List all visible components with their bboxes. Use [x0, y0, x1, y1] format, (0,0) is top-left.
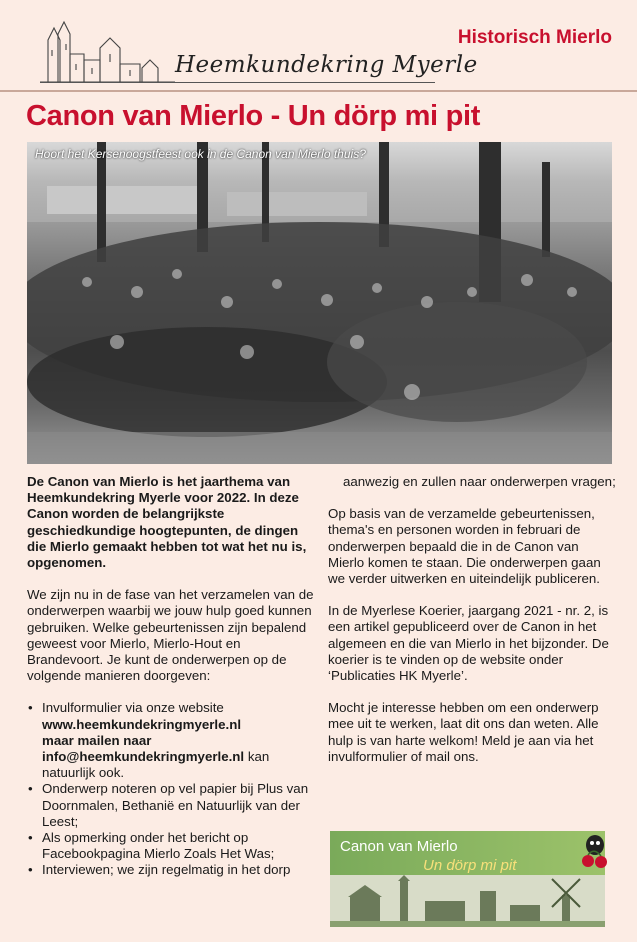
banner-subtitle: Un dörp mi pit [423, 857, 517, 874]
canon-banner [330, 831, 605, 927]
cherries-mascot-icon [578, 833, 612, 869]
right-column [328, 474, 618, 781]
list-item-text: kan natuurlijk ook. [42, 749, 270, 781]
body-paragraph: Mocht je interesse hebben om een onderwerp mee uit te werken, laat dit ons dan weten. Alle hulp is van harte welkom! Meld je aan via het invulformulier of mail ons. [328, 700, 599, 764]
website-link[interactable]: www.heemkundekringmyerle.nl [42, 716, 242, 732]
list-item: • Interviewen; we zijn regelmatig in het dorp [42, 862, 317, 878]
article-title: Canon van Mierlo - Un dörp mi pit [26, 100, 481, 132]
list-item [42, 700, 317, 781]
body-paragraph: In de Myerlese Koerier, jaargang 2021 - nr. 2, is een artikel gepubliceerd over de Canon in het algemeen en die van Mierlo in het bijzonder. De koerier is te vinden op de website onder ‘Publicaties HK Myerle’. [328, 603, 609, 684]
submission-methods-list [27, 700, 317, 878]
list-item: • Onderwerp noteren op vel papier bij Plus van Doornmalen, Bethanië en Natuurlijk van der Leest; [42, 781, 317, 830]
list-continuation: aanwezig en zullen naar onderwerpen vragen; [343, 474, 616, 489]
email-link[interactable]: info@heemkundekringmyerle.nl [42, 749, 245, 765]
body-paragraph: Op basis van de verzamelde gebeurtenissen, thema's en personen worden in februari de onderwerpen bepaald die in de Canon van Mierlo komen te staan. Die onderwerpen gaan we verder uitwerken en uiteindelijk publiceren. [328, 506, 601, 587]
crowd-scene-image [27, 142, 612, 464]
header-divider [0, 90, 637, 92]
village-skyline-icon [330, 875, 605, 927]
body-paragraph: We zijn nu in de fase van het verzamelen van de onderwerpen waarbij we jouw hulp goed kunnen gebruiken. Welke gebeurtenissen zijn bepalend geweest voor Mierlo, Mierlo-Hout en Brandevoort. Je kunt de onderwerpen op de volgende manieren doorgeven: [27, 587, 314, 684]
list-item: • Als opmerking onder het bericht op Facebookpagina Mierlo Zoals Het Was; [42, 830, 317, 862]
logo-text: Heemkundekring Myerle [175, 52, 478, 78]
list-item-text: maar mailen naar [42, 732, 152, 748]
list-item-text: Invulformulier via onze website [42, 700, 224, 716]
festival-photo [27, 142, 612, 464]
photo-caption: Hoort het Kersenoogstfeest ook in de Canon van Mierlo thuis? [35, 147, 366, 161]
brand-title: Historisch Mierlo [457, 27, 612, 48]
header [0, 0, 637, 92]
castle-logo-icon [40, 20, 175, 84]
banner-title: Canon van Mierlo [340, 838, 458, 855]
left-column [27, 474, 317, 879]
intro-paragraph: De Canon van Mierlo is het jaarthema van Heemkundekring Myerle voor 2022. In deze Canon worden de belangrijkste geschiedkundige hoogtepunten, de dingen die Mierlo gemaakt hebben tot wat het nu is, opgenomen. [27, 474, 307, 571]
logo-underline [40, 82, 435, 83]
